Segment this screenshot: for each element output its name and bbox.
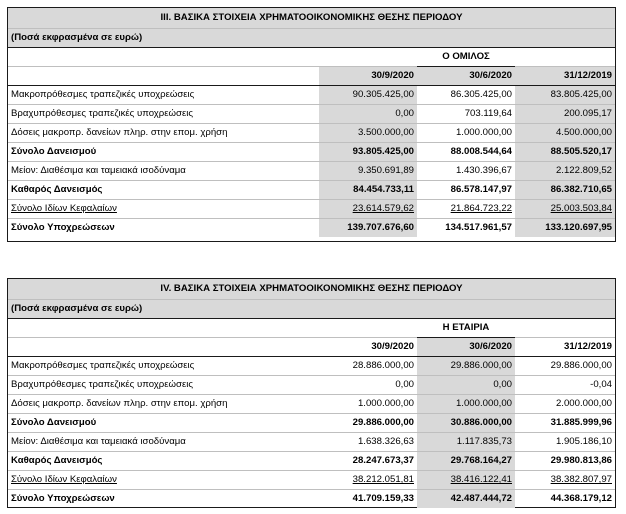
cell [319, 471, 417, 490]
cell-value: 28.247.673,37 [319, 452, 417, 471]
table-row [8, 414, 615, 433]
row-label: Μείον: Διαθέσιμα και ταμειακά ισοδύναμα [8, 162, 319, 181]
table-subtitle: (Ποσά εκφρασμένα σε ευρώ) [8, 300, 615, 319]
cell-value: 25.003.503,84 [550, 203, 612, 214]
table-row [8, 471, 615, 490]
cell [515, 471, 615, 490]
cell-value: 38.212.051,81 [352, 474, 414, 485]
company-financial-position-table-group [7, 278, 616, 508]
table-row [8, 376, 615, 395]
cell-value: 29.886.000,00 [417, 357, 515, 376]
cell-value: 2.000.000,00 [515, 395, 615, 414]
cell-value: 1.905.186,10 [515, 433, 615, 452]
cell-value: 134.517.961,57 [417, 219, 515, 238]
cell-value: 1.000.000,00 [319, 395, 417, 414]
cell-value: 86.578.147,97 [417, 181, 515, 200]
cell-value: 38.416.122,41 [450, 474, 512, 485]
cell-value: 200.095,17 [515, 105, 615, 124]
table-row [8, 357, 615, 376]
cell-value: 90.305.425,00 [319, 86, 417, 105]
cell-value: 0,00 [319, 105, 417, 124]
table-row [8, 490, 615, 509]
cell-value: 28.886.000,00 [319, 357, 417, 376]
cell [515, 200, 615, 219]
cell-value: 86.305.425,00 [417, 86, 515, 105]
cell-value: 30.886.000,00 [417, 414, 515, 433]
cell-value: 38.382.807,97 [550, 474, 612, 485]
cell-value: 42.487.444,72 [417, 490, 515, 509]
group-label: Η ΕΤΑΙΡΙΑ [417, 319, 515, 338]
table-row [8, 395, 615, 414]
table-row [8, 162, 615, 181]
cell-value: 23.614.579,62 [352, 203, 414, 214]
cell-value: 0,00 [417, 376, 515, 395]
column-header: 31/12/2019 [515, 338, 615, 357]
cell-value: 83.805.425,00 [515, 86, 615, 105]
row-label: Μακροπρόθεσμες τραπεζικές υποχρεώσεις [8, 86, 319, 105]
cell-value: 31.885.999,96 [515, 414, 615, 433]
cell-value: 86.382.710,65 [515, 181, 615, 200]
row-label: Σύνολο Υποχρεώσεων [8, 490, 319, 509]
row-label: Μείον: Διαθέσιμα και ταμειακά ισοδύναμα [8, 433, 319, 452]
cell-value: 1.430.396,67 [417, 162, 515, 181]
row-label: Σύνολο Υποχρεώσεων [8, 219, 319, 238]
cell-value: 1.638.326,63 [319, 433, 417, 452]
column-header: 30/9/2020 [319, 338, 417, 357]
table-row [8, 452, 615, 471]
cell-value: 3.500.000,00 [319, 124, 417, 143]
cell-value: 4.500.000,00 [515, 124, 615, 143]
cell-value: -0,04 [515, 376, 615, 395]
cell [417, 200, 515, 219]
table-row [8, 433, 615, 452]
cell-value: 1.000.000,00 [417, 395, 515, 414]
financial-position-table-group [7, 7, 616, 242]
table-row [8, 86, 615, 105]
cell-value: 133.120.697,95 [515, 219, 615, 238]
column-header-row [8, 338, 615, 357]
cell-value: 1.117.835,73 [417, 433, 515, 452]
cell-value: 29.886.000,00 [319, 414, 417, 433]
group-header-row [8, 319, 615, 338]
row-label-cell [8, 200, 319, 219]
column-header: 30/9/2020 [319, 67, 417, 86]
cell-value: 9.350.691,89 [319, 162, 417, 181]
cell-value: 2.122.809,52 [515, 162, 615, 181]
table-title: III. ΒΑΣΙΚΑ ΣΤΟΙΧΕΙΑ ΧΡΗΜΑΤΟΟΙΚΟΝΟΜΙΚΗΣ ΘΕΣΗΣ ΠΕΡΙΟΔΟΥ [8, 8, 615, 29]
table-row [8, 219, 615, 238]
row-label: Δόσεις μακροπρ. δανείων πληρ. στην επομ. χρήση [8, 124, 319, 143]
row-label: Βραχυπρόθεσμες τραπεζικές υποχρεώσεις [8, 105, 319, 124]
table-title: IV. ΒΑΣΙΚΑ ΣΤΟΙΧΕΙΑ ΧΡΗΜΑΤΟΟΙΚΟΝΟΜΙΚΗΣ ΘΕΣΗΣ ΠΕΡΙΟΔΟΥ [8, 279, 615, 300]
data-table [8, 48, 615, 237]
row-label: Σύνολο Ιδίων Κεφαλαίων [11, 203, 117, 214]
cell-value: 29.768.164,27 [417, 452, 515, 471]
group-label: Ο ΟΜΙΛΟΣ [417, 48, 515, 67]
column-header: 30/6/2020 [417, 338, 515, 357]
cell-value: 84.454.733,11 [319, 181, 417, 200]
table-row [8, 200, 615, 219]
column-header: 30/6/2020 [417, 67, 515, 86]
cell [319, 200, 417, 219]
table-row [8, 124, 615, 143]
row-label: Σύνολο Δανεισμού [8, 143, 319, 162]
cell-value: 88.008.544,64 [417, 143, 515, 162]
cell-value: 139.707.676,60 [319, 219, 417, 238]
table-row [8, 143, 615, 162]
table-subtitle: (Ποσά εκφρασμένα σε ευρώ) [8, 29, 615, 48]
cell-value: 29.980.813,86 [515, 452, 615, 471]
column-header-row [8, 67, 615, 86]
cell-value: 29.886.000,00 [515, 357, 615, 376]
row-label: Μακροπρόθεσμες τραπεζικές υποχρεώσεις [8, 357, 319, 376]
data-table [8, 319, 615, 508]
cell-value: 93.805.425,00 [319, 143, 417, 162]
cell-value: 41.709.159,33 [319, 490, 417, 509]
row-label: Καθαρός Δανεισμός [8, 452, 319, 471]
table-row [8, 181, 615, 200]
cell [417, 471, 515, 490]
table-row [8, 105, 615, 124]
cell-value: 44.368.179,12 [515, 490, 615, 509]
cell-value: 703.119,64 [417, 105, 515, 124]
group-header-row [8, 48, 615, 67]
column-header: 31/12/2019 [515, 67, 615, 86]
row-label: Σύνολο Δανεισμού [8, 414, 319, 433]
row-label: Βραχυπρόθεσμες τραπεζικές υποχρεώσεις [8, 376, 319, 395]
cell-value: 21.864.723,22 [450, 203, 512, 214]
row-label: Δόσεις μακροπρ. δανείων πληρ. στην επομ. χρήση [8, 395, 319, 414]
cell-value: 88.505.520,17 [515, 143, 615, 162]
cell-value: 1.000.000,00 [417, 124, 515, 143]
cell-value: 0,00 [319, 376, 417, 395]
row-label: Σύνολο Ιδίων Κεφαλαίων [11, 474, 117, 485]
row-label: Καθαρός Δανεισμός [8, 181, 319, 200]
row-label-cell [8, 471, 319, 490]
